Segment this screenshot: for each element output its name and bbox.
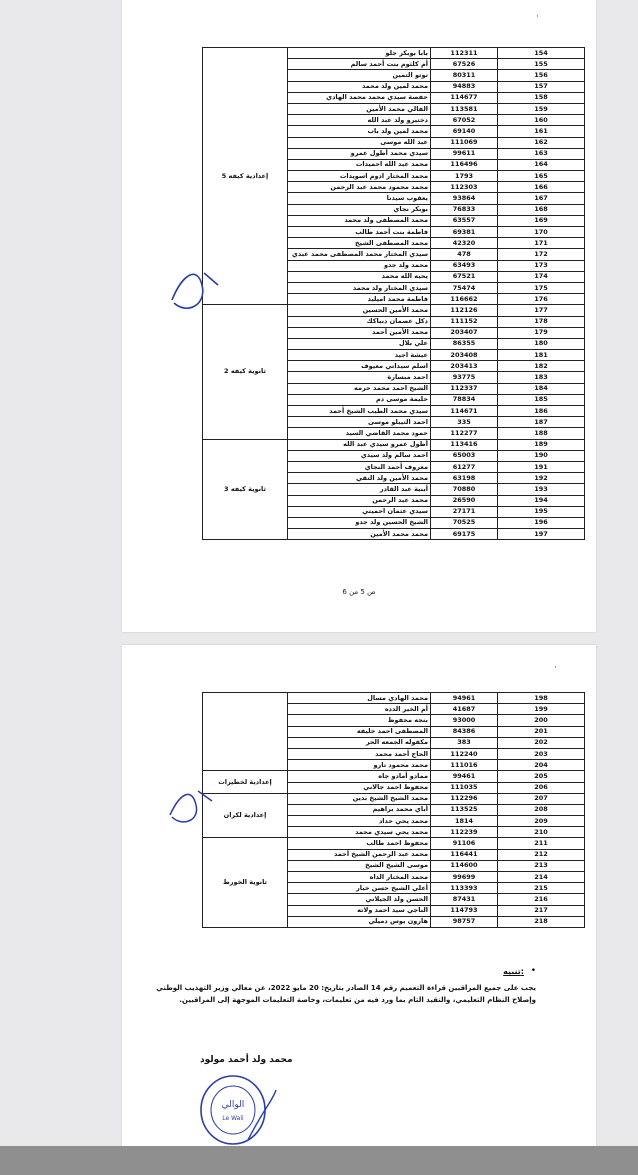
candidate-name-cell: حمود محمد القاضي السيد xyxy=(288,428,431,439)
row-number-cell: 177 xyxy=(498,305,585,316)
candidate-name-cell: محمد عبد الرحمن الشيخ أحمد xyxy=(288,849,431,860)
row-number-cell: 185 xyxy=(498,394,585,405)
candidate-code-cell: 203413 xyxy=(431,361,498,372)
candidate-code-cell: 112240 xyxy=(431,748,498,759)
candidate-code-cell: 478 xyxy=(431,249,498,260)
candidate-name-cell: سيدي المختار محمد المصطفى محمد عبدي xyxy=(288,249,431,260)
candidate-code-cell: 94961 xyxy=(431,693,498,704)
candidate-code-cell: 112296 xyxy=(431,793,498,804)
row-number-cell: 180 xyxy=(498,338,585,349)
candidate-code-cell: 93775 xyxy=(431,372,498,383)
signer-name: محمد ولد أحمد مولود xyxy=(200,1055,293,1065)
candidate-name-cell: يحيه الله محمد xyxy=(288,271,431,282)
row-number-cell: 190 xyxy=(498,450,585,461)
candidate-name-cell: الشيخ احمد محمد حرمه xyxy=(288,383,431,394)
candidate-code-cell: 67526 xyxy=(431,59,498,70)
candidate-code-cell: 111152 xyxy=(431,316,498,327)
row-number-cell: 192 xyxy=(498,473,585,484)
candidate-code-cell: 112239 xyxy=(431,827,498,838)
page-number: ص 5 من 6 xyxy=(342,588,376,596)
candidate-name-cell: هارون يوس دميلي xyxy=(288,916,431,927)
row-number-cell: 211 xyxy=(498,838,585,849)
candidate-name-cell: الحاج أحمد محمد xyxy=(288,748,431,759)
row-number-cell: 161 xyxy=(498,126,585,137)
candidate-name-cell: احمد سالم ولد سيدي xyxy=(288,450,431,461)
candidate-code-cell: 111069 xyxy=(431,137,498,148)
candidate-code-cell: 114677 xyxy=(431,92,498,103)
candidate-code-cell: 78834 xyxy=(431,394,498,405)
candidate-code-cell: 69140 xyxy=(431,126,498,137)
row-number-cell: 194 xyxy=(498,495,585,506)
row-number-cell: 173 xyxy=(498,260,585,271)
table-row xyxy=(203,693,585,704)
candidate-code-cell: 383 xyxy=(431,737,498,748)
candidate-code-cell: 116441 xyxy=(431,849,498,860)
candidate-name-cell: الفالي محمد الأمين xyxy=(288,103,431,114)
table-row xyxy=(203,439,585,450)
row-number-cell: 207 xyxy=(498,793,585,804)
row-number-cell: 201 xyxy=(498,726,585,737)
row-number-cell: 184 xyxy=(498,383,585,394)
table-row xyxy=(203,771,585,782)
candidate-name-cell: بابا بوبكر جلو xyxy=(288,48,431,59)
row-number-cell: 154 xyxy=(498,48,585,59)
candidate-name-cell: محمد عبد الرحمن xyxy=(288,495,431,506)
school-name-cell: ثانوية كيفه 3 xyxy=(203,439,288,540)
candidate-code-cell: 63557 xyxy=(431,215,498,226)
candidate-code-cell: 76833 xyxy=(431,204,498,215)
school-name-cell: ثانوية كيفه 2 xyxy=(203,305,288,439)
candidate-name-cell: دختيرو ولد عبد الله xyxy=(288,115,431,126)
candidate-code-cell: 112311 xyxy=(431,48,498,59)
row-number-cell: 170 xyxy=(498,227,585,238)
row-number-cell: 163 xyxy=(498,148,585,159)
candidate-name-cell: محمد محمد الأمين xyxy=(288,529,431,540)
candidate-name-cell: الحسن ولد الجيلاني xyxy=(288,894,431,905)
row-number-cell: 204 xyxy=(498,760,585,771)
candidate-code-cell: 99461 xyxy=(431,771,498,782)
candidate-code-cell: 113581 xyxy=(431,103,498,114)
row-number-cell: 176 xyxy=(498,294,585,305)
school-name-cell xyxy=(203,693,288,771)
candidate-code-cell: 113393 xyxy=(431,883,498,894)
scan-speck: · xyxy=(536,12,539,22)
table-row xyxy=(203,793,585,804)
roster-table-page-1 xyxy=(202,47,585,540)
row-number-cell: 169 xyxy=(498,215,585,226)
candidate-code-cell: 112303 xyxy=(431,182,498,193)
school-name-cell: إعدادية كيفه 5 xyxy=(203,48,288,305)
candidate-name-cell: ممادو أمادو جاه xyxy=(288,771,431,782)
document-page-1 xyxy=(122,0,596,632)
note-title: تنبيه: xyxy=(503,967,524,976)
candidate-name-cell: محمد الأمين أحمد xyxy=(288,327,431,338)
candidate-name-cell: محمد المصطفى ولد محمد xyxy=(288,215,431,226)
row-number-cell: 210 xyxy=(498,827,585,838)
row-number-cell: 167 xyxy=(498,193,585,204)
candidate-name-cell: الشيخ الحسين ولد جدو xyxy=(288,517,431,528)
row-number-cell: 196 xyxy=(498,517,585,528)
candidate-code-cell: 99699 xyxy=(431,872,498,883)
candidate-name-cell: عيشة اجيد xyxy=(288,350,431,361)
candidate-name-cell: فاطمة بنت أحمد طالب xyxy=(288,227,431,238)
candidate-name-cell: محمد محمود تارو xyxy=(288,760,431,771)
candidate-code-cell: 1814 xyxy=(431,816,498,827)
candidate-code-cell: 86355 xyxy=(431,338,498,349)
candidate-name-cell: سيدي المختار ولد محمد xyxy=(288,282,431,293)
school-name-cell: إعدادية لكران xyxy=(203,793,288,838)
candidate-name-cell: مكفوله الجمعه الحر xyxy=(288,737,431,748)
row-number-cell: 187 xyxy=(498,417,585,428)
candidate-code-cell: 99611 xyxy=(431,148,498,159)
candidate-code-cell: 91106 xyxy=(431,838,498,849)
row-number-cell: 193 xyxy=(498,484,585,495)
candidate-name-cell: سيدي محمد أطول عمرو xyxy=(288,148,431,159)
candidate-name-cell: أم كلثوم بنت أحمد سالم xyxy=(288,59,431,70)
candidate-code-cell: 113525 xyxy=(431,804,498,815)
candidate-name-cell: محمد المختار الداه xyxy=(288,872,431,883)
scan-speck: · xyxy=(554,663,557,673)
candidate-code-cell: 75474 xyxy=(431,282,498,293)
row-number-cell: 166 xyxy=(498,182,585,193)
candidate-code-cell: 67521 xyxy=(431,271,498,282)
candidate-name-cell: محمد محمود محمد عبد الرحمن xyxy=(288,182,431,193)
note-text: يجب على جميع المراقبين قراءة التعميم رقم 14 الصادر بتاريخ: 20 مايو 2022، عن معالي وزير التهذيب الوطني وإصلاح النظام التعليمي، والتقيد التام بما ورد فيه من تعليمات، وخاصة التعليمات الموجهة إلى المراقبين. xyxy=(156,984,536,1004)
candidate-code-cell: 114671 xyxy=(431,406,498,417)
candidate-code-cell: 114600 xyxy=(431,860,498,871)
row-number-cell: 156 xyxy=(498,70,585,81)
official-stamp xyxy=(188,1070,278,1150)
candidate-name-cell: سيدي عثمان احميتي xyxy=(288,506,431,517)
row-number-cell: 217 xyxy=(498,905,585,916)
candidate-code-cell: 63198 xyxy=(431,473,498,484)
row-number-cell: 206 xyxy=(498,782,585,793)
row-number-cell: 205 xyxy=(498,771,585,782)
candidate-code-cell: 87431 xyxy=(431,894,498,905)
candidate-code-cell: 70525 xyxy=(431,517,498,528)
candidate-name-cell: علي بلال xyxy=(288,338,431,349)
candidate-name-cell: محمد الشيخ الشيخ بدين xyxy=(288,793,431,804)
row-number-cell: 188 xyxy=(498,428,585,439)
row-number-cell: 189 xyxy=(498,439,585,450)
candidate-name-cell: عبد الله موسى xyxy=(288,137,431,148)
row-number-cell: 214 xyxy=(498,872,585,883)
row-number-cell: 160 xyxy=(498,115,585,126)
candidate-code-cell: 61277 xyxy=(431,461,498,472)
candidate-name-cell: محمد يحي حداد xyxy=(288,816,431,827)
candidate-code-cell: 111016 xyxy=(431,760,498,771)
row-number-cell: 215 xyxy=(498,883,585,894)
candidate-name-cell: احمد مبسارة xyxy=(288,372,431,383)
candidate-code-cell: 112337 xyxy=(431,383,498,394)
candidate-code-cell: 65003 xyxy=(431,450,498,461)
candidate-name-cell: محمد عبد الله احميدات xyxy=(288,159,431,170)
candidate-name-cell: محمد الأمين الحسين xyxy=(288,305,431,316)
candidate-code-cell: 203407 xyxy=(431,327,498,338)
candidate-name-cell: أباي محمد براهيم xyxy=(288,804,431,815)
candidate-code-cell: 69175 xyxy=(431,529,498,540)
candidate-code-cell: 93864 xyxy=(431,193,498,204)
candidate-code-cell: 112126 xyxy=(431,305,498,316)
row-number-cell: 202 xyxy=(498,737,585,748)
row-number-cell: 175 xyxy=(498,282,585,293)
document-page-2 xyxy=(122,645,596,1175)
candidate-name-cell: دكل عصمان دنباكك xyxy=(288,316,431,327)
candidate-code-cell: 93000 xyxy=(431,715,498,726)
candidate-name-cell: بنجه محفوظ xyxy=(288,715,431,726)
note-bullet: • xyxy=(530,966,536,976)
school-name-cell: إعدادية لخطيرات xyxy=(203,771,288,793)
candidate-code-cell: 41687 xyxy=(431,704,498,715)
row-number-cell: 182 xyxy=(498,361,585,372)
row-number-cell: 155 xyxy=(498,59,585,70)
candidate-name-cell: محمد يحي سيدي محمد xyxy=(288,827,431,838)
candidate-name-cell: محمد لمين ولد باب xyxy=(288,126,431,137)
row-number-cell: 179 xyxy=(498,327,585,338)
handwritten-initials-mark xyxy=(162,255,232,325)
table-row xyxy=(203,305,585,316)
row-number-cell: 157 xyxy=(498,81,585,92)
row-number-cell: 171 xyxy=(498,238,585,249)
candidate-name-cell: المصطفى احمد خليفه xyxy=(288,726,431,737)
candidate-name-cell: أم الخير الدده xyxy=(288,704,431,715)
candidate-name-cell: أعلي الشيخ حسن خيار xyxy=(288,883,431,894)
candidate-name-cell: بوبكر نجاي xyxy=(288,204,431,215)
row-number-cell: 186 xyxy=(498,406,585,417)
row-number-cell: 203 xyxy=(498,748,585,759)
candidate-code-cell: 112277 xyxy=(431,428,498,439)
candidate-code-cell: 1793 xyxy=(431,171,498,182)
row-number-cell: 158 xyxy=(498,92,585,103)
candidate-code-cell: 98757 xyxy=(431,916,498,927)
stamp-text-latin: Le Wali xyxy=(222,1115,244,1122)
candidate-name-cell: سيدي محمد الطيب الشيخ أحمد xyxy=(288,406,431,417)
row-number-cell: 172 xyxy=(498,249,585,260)
row-number-cell: 165 xyxy=(498,171,585,182)
row-number-cell: 191 xyxy=(498,461,585,472)
candidate-name-cell: فاطمة محمد اميليد xyxy=(288,294,431,305)
candidate-code-cell: 70880 xyxy=(431,484,498,495)
handwritten-initials-mark xyxy=(162,775,222,835)
row-number-cell: 162 xyxy=(498,137,585,148)
row-number-cell: 159 xyxy=(498,103,585,114)
candidate-name-cell: محمد المصطفى الشيخ xyxy=(288,238,431,249)
candidate-name-cell: أطول عمرو سيدي عبد الله xyxy=(288,439,431,450)
candidate-code-cell: 80311 xyxy=(431,70,498,81)
row-number-cell: 198 xyxy=(498,693,585,704)
candidate-code-cell: 113416 xyxy=(431,439,498,450)
row-number-cell: 183 xyxy=(498,372,585,383)
candidate-code-cell: 111035 xyxy=(431,782,498,793)
candidate-name-cell: محمد الأمين ولد التقي xyxy=(288,473,431,484)
candidate-name-cell: محفوظ احمد جالاني xyxy=(288,782,431,793)
row-number-cell: 197 xyxy=(498,529,585,540)
candidate-name-cell: الناجي سيد احمد ولاته xyxy=(288,905,431,916)
school-name-cell: ثانوية الخورط xyxy=(203,838,288,928)
candidate-name-cell: محفوظ احمد طالب xyxy=(288,838,431,849)
candidate-code-cell: 69381 xyxy=(431,227,498,238)
row-number-cell: 213 xyxy=(498,860,585,871)
candidate-code-cell: 63493 xyxy=(431,260,498,271)
candidate-code-cell: 42320 xyxy=(431,238,498,249)
candidate-name-cell: حليمة موسى دم xyxy=(288,394,431,405)
row-number-cell: 195 xyxy=(498,506,585,517)
candidate-name-cell: محمد ولد جدو xyxy=(288,260,431,271)
candidate-name-cell: محمد الهادي مسال xyxy=(288,693,431,704)
candidate-name-cell: معروف أحمد النجاي xyxy=(288,461,431,472)
row-number-cell: 200 xyxy=(498,715,585,726)
screen-bottom-bar xyxy=(0,1146,638,1175)
candidate-code-cell: 116662 xyxy=(431,294,498,305)
candidate-code-cell: 67052 xyxy=(431,115,498,126)
candidate-code-cell: 335 xyxy=(431,417,498,428)
candidate-name-cell: محمد لمين ولد محمد xyxy=(288,81,431,92)
candidate-code-cell: 203408 xyxy=(431,350,498,361)
candidate-name-cell: احمد التيبلو موسى xyxy=(288,417,431,428)
candidate-name-cell: يعقوب سيدنا xyxy=(288,193,431,204)
row-number-cell: 208 xyxy=(498,804,585,815)
row-number-cell: 164 xyxy=(498,159,585,170)
row-number-cell: 168 xyxy=(498,204,585,215)
candidate-code-cell: 26590 xyxy=(431,495,498,506)
row-number-cell: 212 xyxy=(498,849,585,860)
table-row xyxy=(203,838,585,849)
row-number-cell: 174 xyxy=(498,271,585,282)
candidate-name-cell: اسلم سيداتي معيوف xyxy=(288,361,431,372)
candidate-code-cell: 94883 xyxy=(431,81,498,92)
candidate-code-cell: 114793 xyxy=(431,905,498,916)
candidate-code-cell: 27171 xyxy=(431,506,498,517)
candidate-name-cell: موسى الشيخ الشيخ xyxy=(288,860,431,871)
row-number-cell: 181 xyxy=(498,350,585,361)
row-number-cell: 218 xyxy=(498,916,585,927)
candidate-name-cell: توتو التمين xyxy=(288,70,431,81)
candidate-code-cell: 84386 xyxy=(431,726,498,737)
row-number-cell: 209 xyxy=(498,816,585,827)
row-number-cell: 216 xyxy=(498,894,585,905)
row-number-cell: 178 xyxy=(498,316,585,327)
candidate-name-cell: أبنية عبد القادر xyxy=(288,484,431,495)
candidate-code-cell: 116496 xyxy=(431,159,498,170)
roster-table-page-2 xyxy=(202,692,585,928)
candidate-name-cell: حفصة سيدي محمد محمد الهادي xyxy=(288,92,431,103)
row-number-cell: 199 xyxy=(498,704,585,715)
stamp-text: الوالي xyxy=(221,1100,245,1110)
candidate-name-cell: محمد المختار ادوم اسويدات xyxy=(288,171,431,182)
table-row xyxy=(203,48,585,59)
